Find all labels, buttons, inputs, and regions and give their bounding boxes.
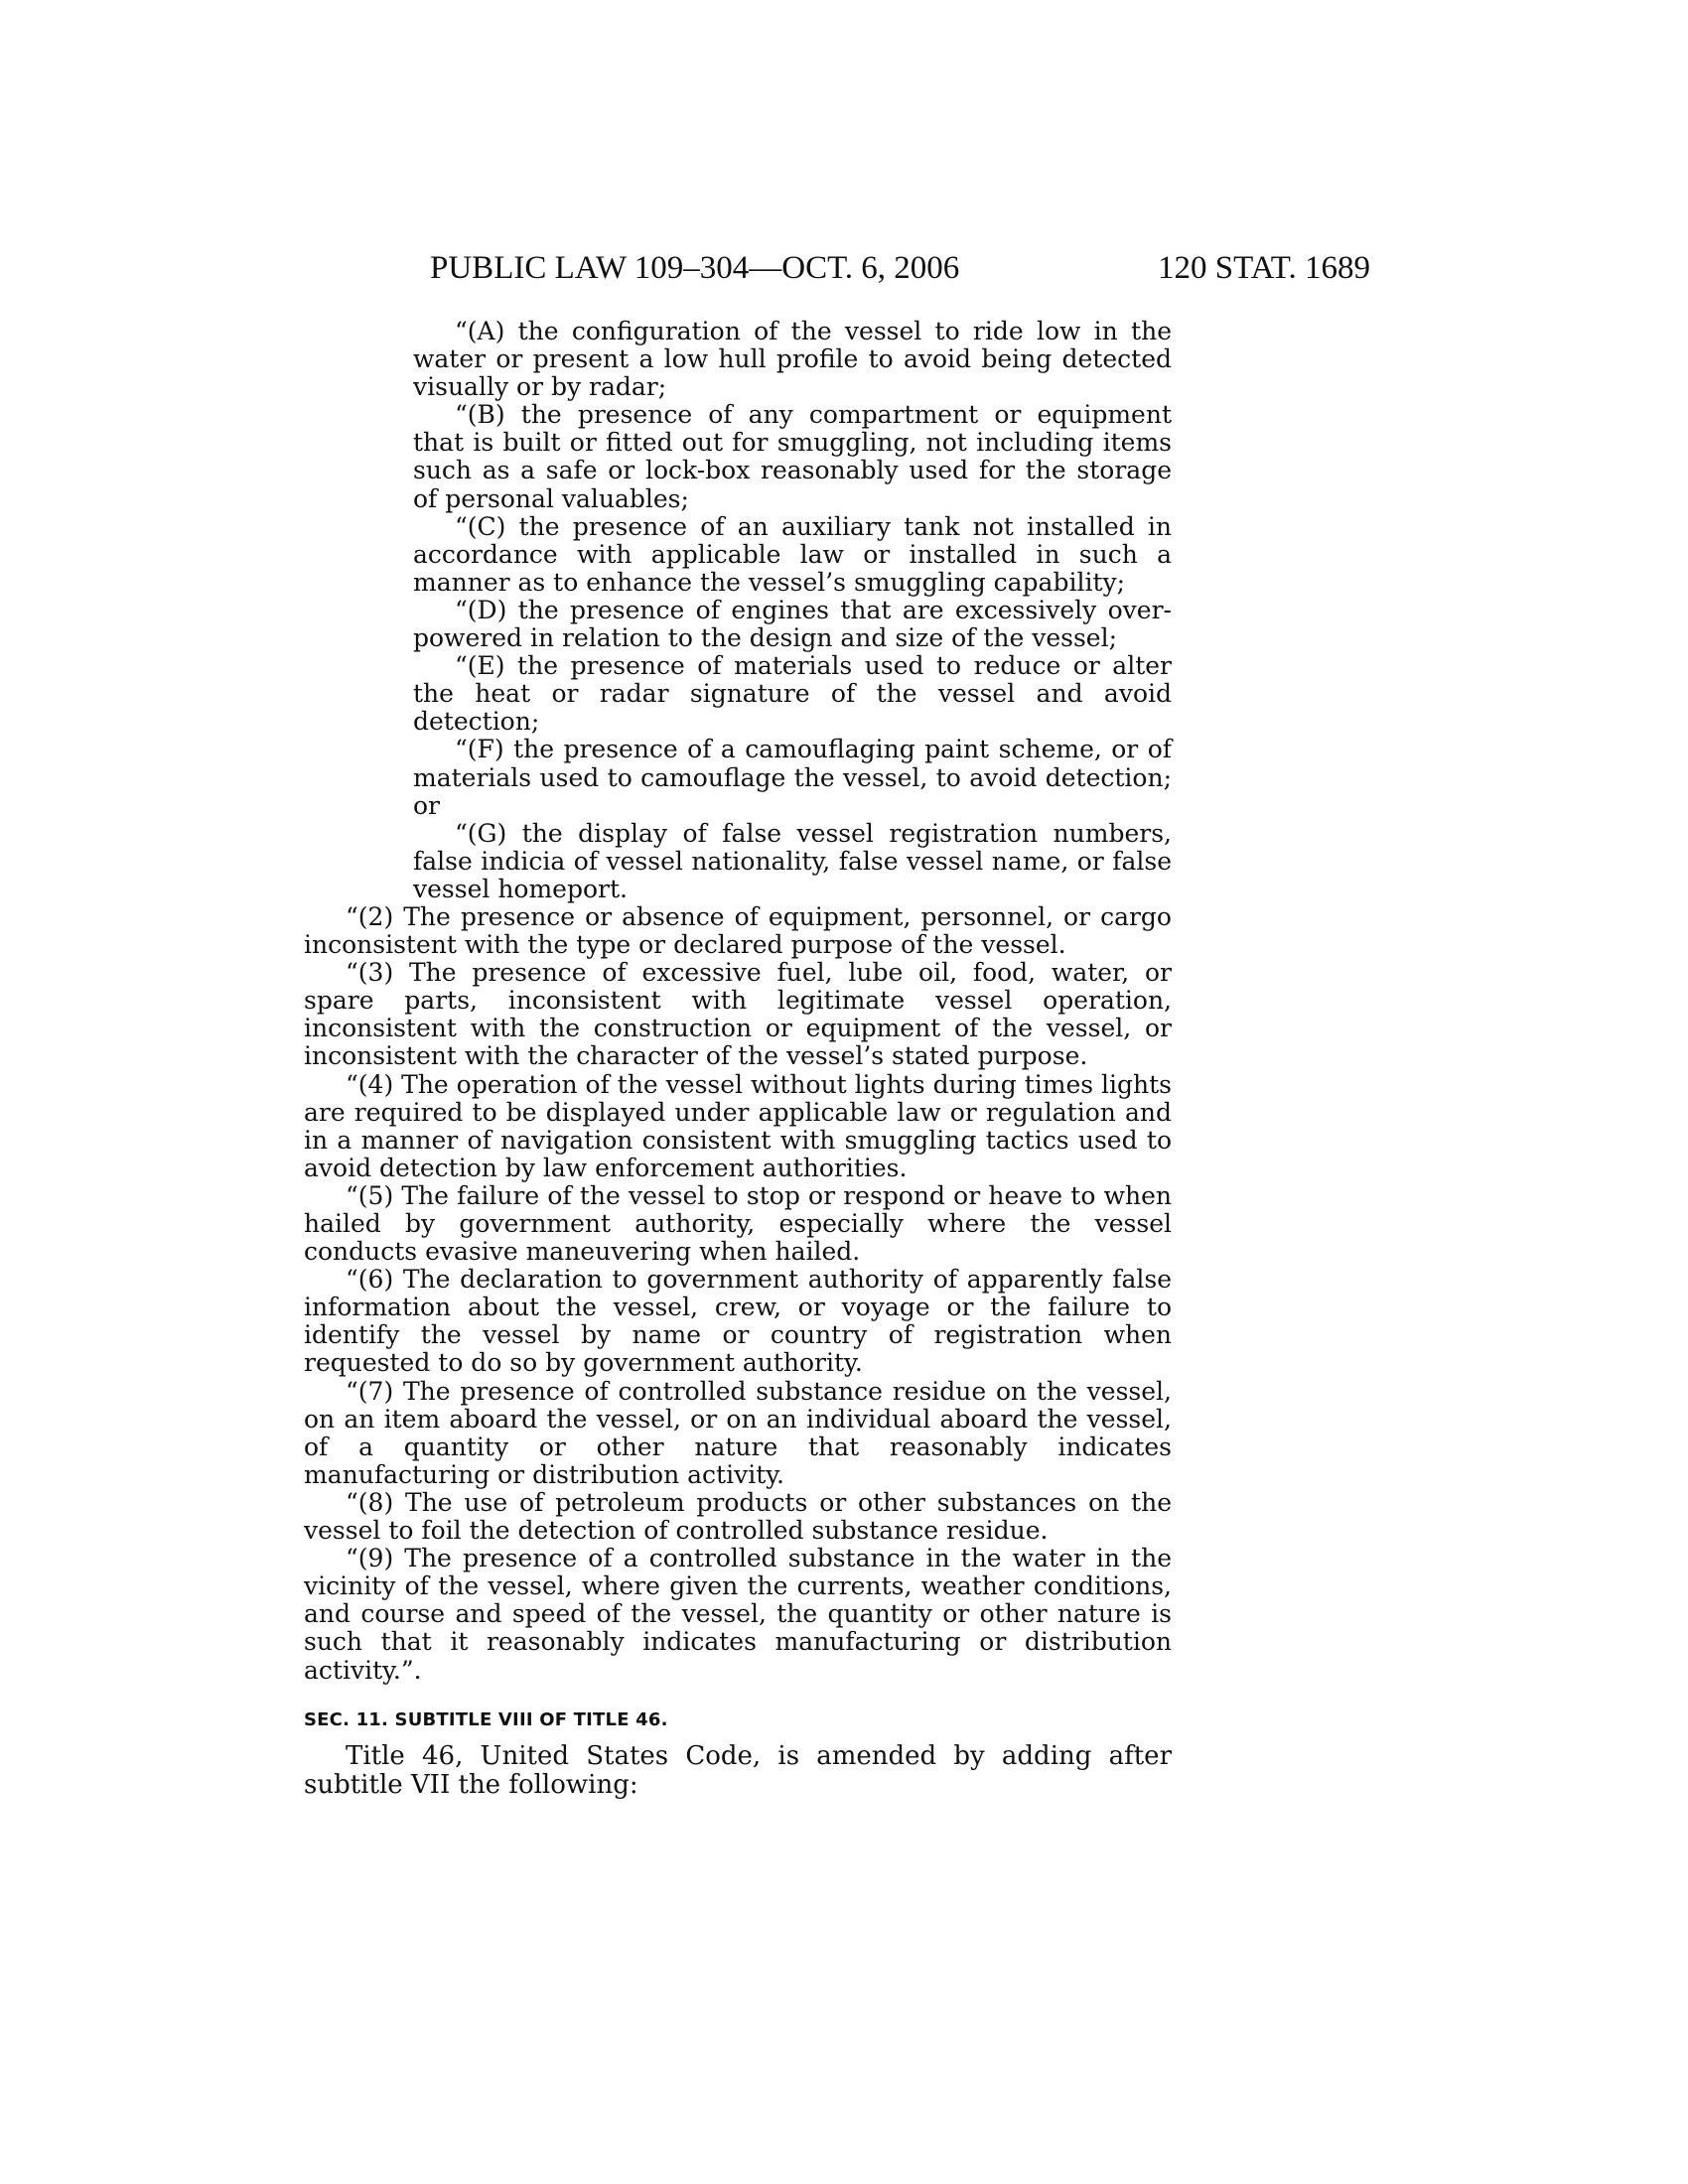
page-header — [308, 250, 1370, 290]
section-heading: SEC. 11. SUBTITLE VIII OF TITLE 46. — [304, 1708, 668, 1730]
document-body — [304, 318, 1172, 1800]
clause-b: “(B) the presence of any compartment or equipment that is built or fitted out for smuggling, not including items such as a safe or lock-box reasonably used for the storage of personal valuables; — [413, 400, 1172, 513]
clause-c: “(C) the presence of an auxiliary tank not installed in accordance with applicable law or installed in such a manner as to enhance the vessel’s smuggling capability; — [413, 511, 1172, 597]
clause-g: “(G) the display of false vessel registration numbers, false indicia of vessel nationality, false vessel name, or false vessel homeport. — [413, 818, 1172, 903]
paragraph-3: “(3) The presence of excessive fuel, lube oil, food, water, or spare parts, inconsistent with legitimate vessel operation, inconsistent with the construction or equipment of the vessel, or inconsistent with the character of the vessel’s stated purpose. — [304, 958, 1172, 1071]
clause-a: “(A) the configuration of the vessel to ride low in the water or present a low hull profile to avoid being detected visually or by radar; — [413, 317, 1172, 402]
clause-f: “(F) the presence of a camouflaging paint scheme, or of materials used to camouflage the vessel, to avoid detection; or — [413, 735, 1172, 820]
paragraph-9: “(9) The presence of a controlled substance in the water in the vicinity of the vessel, where given the currents, weather conditions, and course and speed of the vessel, the quantity or other nature is such that it reasonably indicates manufacturing or distribution activity.”. — [304, 1544, 1172, 1685]
section-text: Title 46, United States Code, is amended by adding after subtitle VII the following: — [304, 1740, 1172, 1800]
page-citation: 120 STAT. 1689 — [1157, 250, 1370, 286]
paragraph-5: “(5) The failure of the vessel to stop or respond or heave to when hailed by government authority, especially where the vessel conducts evasive maneuvering when hailed. — [304, 1180, 1172, 1267]
paragraph-6: “(6) The declaration to government authority of apparently false information about the vessel, crew, or voyage or the failure to identify the vessel by name or country of registration when requested to do so by government authority. — [304, 1265, 1172, 1378]
paragraph-8: “(8) The use of petroleum products or other substances on the vessel to foil the detection of controlled substance residue. — [304, 1487, 1172, 1546]
clause-d: “(D) the presence of engines that are excessively over-powered in relation to the design and size of the vessel; — [413, 595, 1172, 653]
paragraph-2: “(2) The presence or absence of equipment, personnel, or cargo inconsistent with the type or declared purpose of the vessel. — [304, 901, 1172, 960]
paragraph-4: “(4) The operation of the vessel without lights during times lights are required to be displayed under applicable law or regulation and in a manner of navigation consistent with smuggling tactics used to avoid detection by law enforcement authorities. — [304, 1069, 1172, 1182]
running-head: PUBLIC LAW 109–304—OCT. 6, 2006 — [430, 250, 960, 286]
paragraph-7: “(7) The presence of controlled substance residue on the vessel, on an item aboard the vessel, or on an individual aboard the vessel, of a quantity or other nature that reasonably indicates manufacturing or distribution activity. — [304, 1376, 1172, 1489]
clause-e: “(E) the presence of materials used to reduce or alter the heat or radar signature of the vessel and avoid detection; — [413, 651, 1172, 737]
